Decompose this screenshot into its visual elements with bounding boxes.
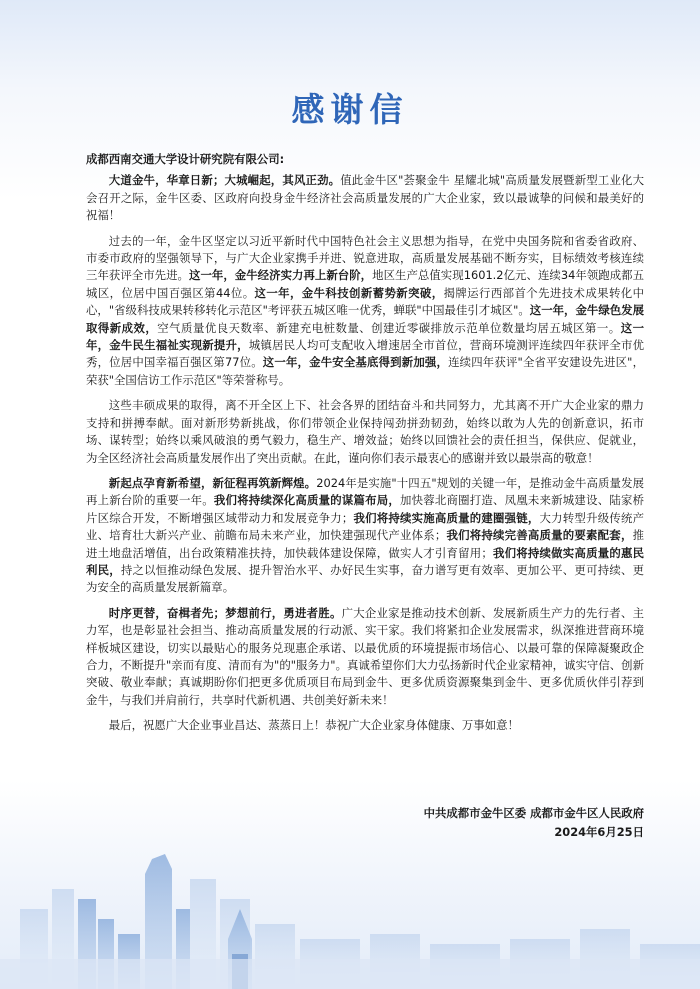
paragraphs-container xyxy=(86,172,644,734)
body-paragraph xyxy=(86,397,644,467)
body-paragraph xyxy=(86,605,644,709)
bold-text-run: 新起点孕育新希望，新征程再筑新辉煌。 xyxy=(108,475,317,490)
text-run: 广大企业家是推动技术创新、发展新质生产力的先行者、主力军，也是彰显社会担当、推动高质量发展的行动派、实干家。我们将紧扣企业发展需求，纵深推进营商环境样板城区建设，切实以最贴心的服务兑现惠企承诺、以最优质的环境提振市场信心、以最可靠的保障凝聚政企合力，不断提升"亲而有度、清而有为"的"服务力"。真诚希望你们大力弘扬新时代企业家精神，诚实守信、创新突破、敬业奉献；真诚期盼你们把更多优质项目布局到金牛、更多优质资源聚集到金牛、更多优质伙伴引荐到金牛，与我们并肩前行，共享时代新机遇、共创美好新未来！ xyxy=(86,605,644,707)
text-run: 地区生产总值实现1601.2亿元、连续34年领跑成都五城区，位居中国百强区第44位。 xyxy=(86,268,644,300)
text-run: 过去的一年，金牛区坚定以习近平新时代中国特色社会主义思想为指导，在党中央国务院和省委省政府、市委市政府的坚强领导下，与广大企业家携手并进、锐意进取，高质量发展基础不断夯实，目标绩效考核连续三年获评全市先进。 xyxy=(86,233,644,283)
letter-body xyxy=(86,151,644,743)
text-run: 城镇居民人均可支配收入增速居全市首位，营商环境测评连续四年获评全市优秀，位居中国幸福百强区第77位。 xyxy=(86,338,644,370)
body-paragraph xyxy=(86,233,644,390)
bold-text-run: 这一年，金牛经济实力再上新台阶， xyxy=(189,268,373,283)
bold-text-run: 我们将持续深化高质量的谋篇布局， xyxy=(213,493,400,508)
skyline-near-buildings xyxy=(0,854,700,989)
bold-text-run: 这一年，金牛科技创新蓄势新突破， xyxy=(254,285,444,300)
text-run: 大力转型升级传统产业、培育壮大新兴产业、前瞻布局未来产业，加快建强现代产业体系； xyxy=(86,510,644,543)
bold-text-run: 我们将持续实施高质量的建圈强链， xyxy=(353,510,540,525)
letter-title: 感谢信 xyxy=(291,90,409,129)
text-run: 加快蓉北商圈打造、凤凰未来新城建设、陆家桥片区综合开发，不断增强区域带动力和发展竞争力； xyxy=(86,493,644,525)
text-run: 这些丰硕成果的取得，离不开全区上下、社会各界的团结奋斗和共同努力，尤其离不开广大企业家的鼎力支持和拼搏奉献。面对新形势新挑战，你们带领企业保持闯劲拼劲韧劲，始终以敢为人先的创新意识，拓市场、谋转型；始终以乘风破浪的勇气毅力，稳生产、增效益；始终以回馈社会的责任担当，保供应、促就业，为全区经济社会高质量发展作出了突出贡献。在此，谨向你们表示最衷心的感谢并致以最崇高的敬意！ xyxy=(86,398,644,465)
signature-block xyxy=(424,804,644,842)
bold-text-run: 大道金牛，华章日新；大城崛起，其风正劲。 xyxy=(108,173,341,188)
bold-text-run: 这一年，金牛民生福祉实现新提升， xyxy=(86,320,644,353)
body-paragraph xyxy=(86,475,644,597)
bold-text-run: 时序更替，奋楫者先；梦想前行，勇进者胜。 xyxy=(108,605,342,620)
text-run: 2024年是实施"十四五"规划的关键一年，是推动金牛高质量发展再上新台阶的重要一年。 xyxy=(86,475,644,508)
text-run: 持之以恒推动绿色发展、提升智治水平、办好民生实事，奋力谱写更有效率、更加公平、更可持续、更为安全的高质量发展新篇章。 xyxy=(86,562,644,595)
bold-text-run: 这一年，金牛绿色发展取得新成效， xyxy=(86,303,644,335)
body-paragraph xyxy=(86,172,644,224)
bold-text-run: 我们将持续完善高质量的要素配套， xyxy=(446,528,633,543)
signature-date: 2024年6月25日 xyxy=(554,825,644,839)
bold-text-run: 这一年，金牛安全基底得到新加强， xyxy=(262,355,449,370)
text-run: 最后，祝愿广大企业事业昌达、蒸蒸日上！恭祝广大企业家身体健康、万事如意！ xyxy=(108,718,519,733)
city-skyline-illustration xyxy=(0,759,700,989)
text-run: 揭牌运行西部首个先进技术成果转化中心，"省级科技成果转移转化示范区"考评获五城区唯一优秀，蝉联"中国最佳引才城区"。 xyxy=(86,285,644,318)
body-paragraph xyxy=(86,717,644,734)
signature-org: 中共成都市金牛区委 成都市金牛区人民政府 xyxy=(423,806,644,820)
text-run: 推进土地盘活增值，出台政策精准扶持，加快载体建设保障，做实人才引育留用； xyxy=(86,528,644,560)
salutation: 成都西南交通大学设计研究院有限公司: xyxy=(86,152,285,166)
bold-text-run: 我们将持续做实高质量的惠民利民， xyxy=(86,545,644,577)
text-run: 空气质量优良天数率、新建充电桩数量、创建近零碳排放示范单位数量均居五城区第一。 xyxy=(157,320,621,335)
text-run: 连续四年获评"全省平安建设先进区"，荣获"全国信访工作示范区"等荣誉称号。 xyxy=(86,355,644,387)
text-run: 值此金牛区"荟聚金牛 星耀北城"高质量发展暨新型工业化大会召开之际，金牛区委、区政府向投身金牛经济社会高质量发展的广大企业家，致以最诚挚的问候和最美好的祝福！ xyxy=(86,173,644,223)
